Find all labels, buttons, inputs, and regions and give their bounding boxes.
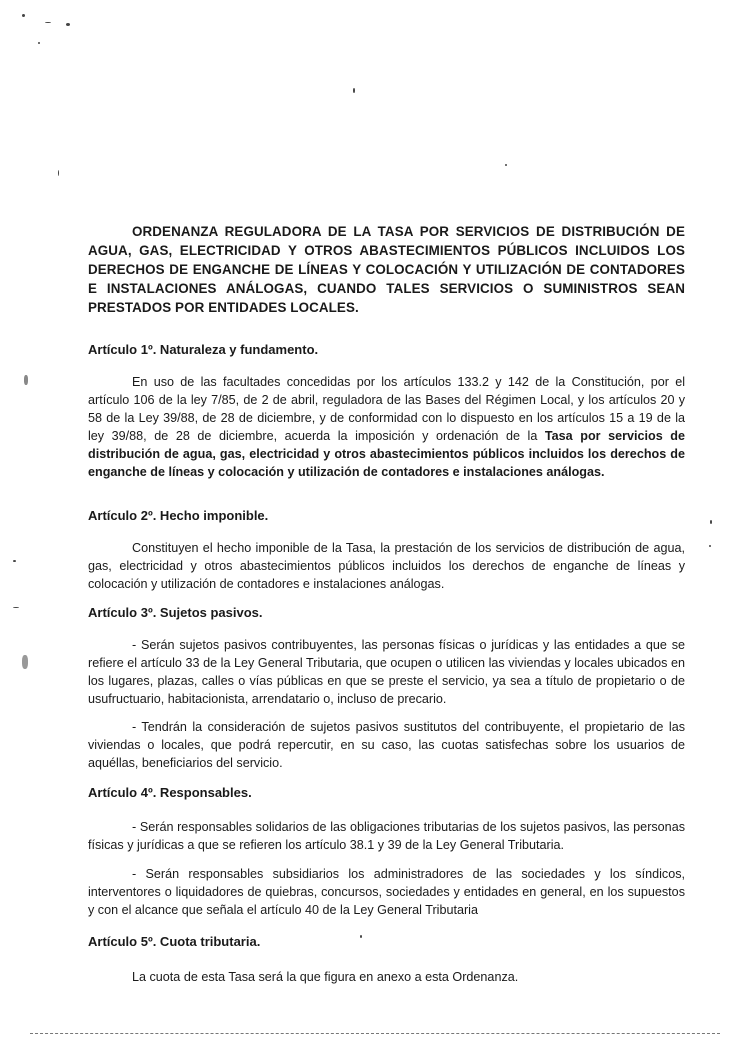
article-3-paragraph-2: - Tendrán la consideración de sujetos pasivos sustitutos del contribuyente, el propietario de las viviendas o locales, que podrá repercutir, en su caso, las cuotas satisfechas sobre los usuarios de aquéllas, beneficiarios del servicio. [88,720,685,770]
article-4-paragraph-2: - Serán responsables subsidiarios los administradores de las sociedades y los síndicos, interventores o liquidadores de quiebras, concursos, sociedades y entidades en general, en los supuestos y con el alcance que señala el artículo 40 de la Ley General Tributaria [88,867,685,917]
article-3-paragraph-1: - Serán sujetos pasivos contribuyentes, las personas físicas o jurídicas y las entidades a que se refiere el artículo 33 de la Ley General Tributaria, que ocupen o utilicen las viviendas y locales ubicados en los lugares, plazas, calles o vías públicas en que se preste el servicio, ya sea a título de propietario o de usufructuario, habitacionista, arrendatario o, incluso de precario. [88,638,685,706]
article-1-paragraph [88,373,685,481]
page-bottom-rule [30,1033,720,1034]
scan-speck [24,375,28,385]
scan-speck [505,164,507,166]
scan-speck [66,23,70,26]
scan-speck [710,520,712,524]
article-1-bold-text: Tasa por servicios de distribución de agua, gas, electricidad y otros abastecimientos públicos incluidos los derechos de enganche de líneas y colocación y utilización de contadores e instalaciones análogas. [88,429,685,479]
scan-speck [709,545,711,547]
scan-speck [360,935,362,938]
scan-speck [58,170,59,176]
scan-speck [353,88,355,93]
scan-speck [22,14,25,17]
scan-speck [45,22,51,23]
article-1-heading: Artículo 1º. Naturaleza y fundamento. [88,342,319,357]
article-5-heading: Artículo 5º. Cuota tributaria. [88,934,261,949]
scan-speck [13,560,16,562]
article-3-heading: Artículo 3º. Sujetos pasivos. [88,605,263,620]
scan-speck [22,655,28,669]
article-4-heading: Artículo 4º. Responsables. [88,785,252,800]
scan-speck [38,42,40,44]
article-2-heading: Artículo 2º. Hecho imponible. [88,508,269,523]
article-4-paragraph-1: - Serán responsables solidarios de las obligaciones tributarias de los sujetos pasivos, las personas físicas y jurídicas a que se refieren los artículo 38.1 y 39 de la Ley General Tributaria. [88,820,685,852]
article-1-text: En uso de las facultades concedidas por los artículos 133.2 y 142 de la Constitución, por el artículo 106 de la ley 7/85, de 2 de abril, reguladora de las Bases del Régimen Local, y los artículos 20 y 58 de la Ley 39/88, de 28 de diciembre, y de conformidad con lo dispuesto en los artículos 15 a 19 de la ley 39/88, de 28 de diciembre, acuerda la imposición y ordenación de la [88,375,685,443]
document-title: ORDENANZA REGULADORA DE LA TASA POR SERVICIOS DE DISTRIBUCIÓN DE AGUA, GAS, ELECTRICIDAD Y OTROS ABASTECIMIENTOS PÚBLICOS INCLUIDOS LOS DERECHOS DE ENGANCHE DE LÍNEAS Y COLOCACIÓN Y UTILIZACIÓN DE CONTADORES E INSTALACIONES ANÁLOGAS, CUANDO TALES SERVICIOS O SUMINISTROS SEAN PRESTADOS POR ENTIDADES LOCALES. [88,224,685,315]
article-2-paragraph: Constituyen el hecho imponible de la Tasa, la prestación de los servicios de distribución de agua, gas, electricidad y otros abastecimientos públicos incluidos los derechos de enganche de líneas y colocación y utilización de contadores e instalaciones análogas. [88,541,685,591]
article-5-paragraph: La cuota de esta Tasa será la que figura en anexo a esta Ordenanza. [132,970,519,984]
scan-speck [13,607,19,608]
